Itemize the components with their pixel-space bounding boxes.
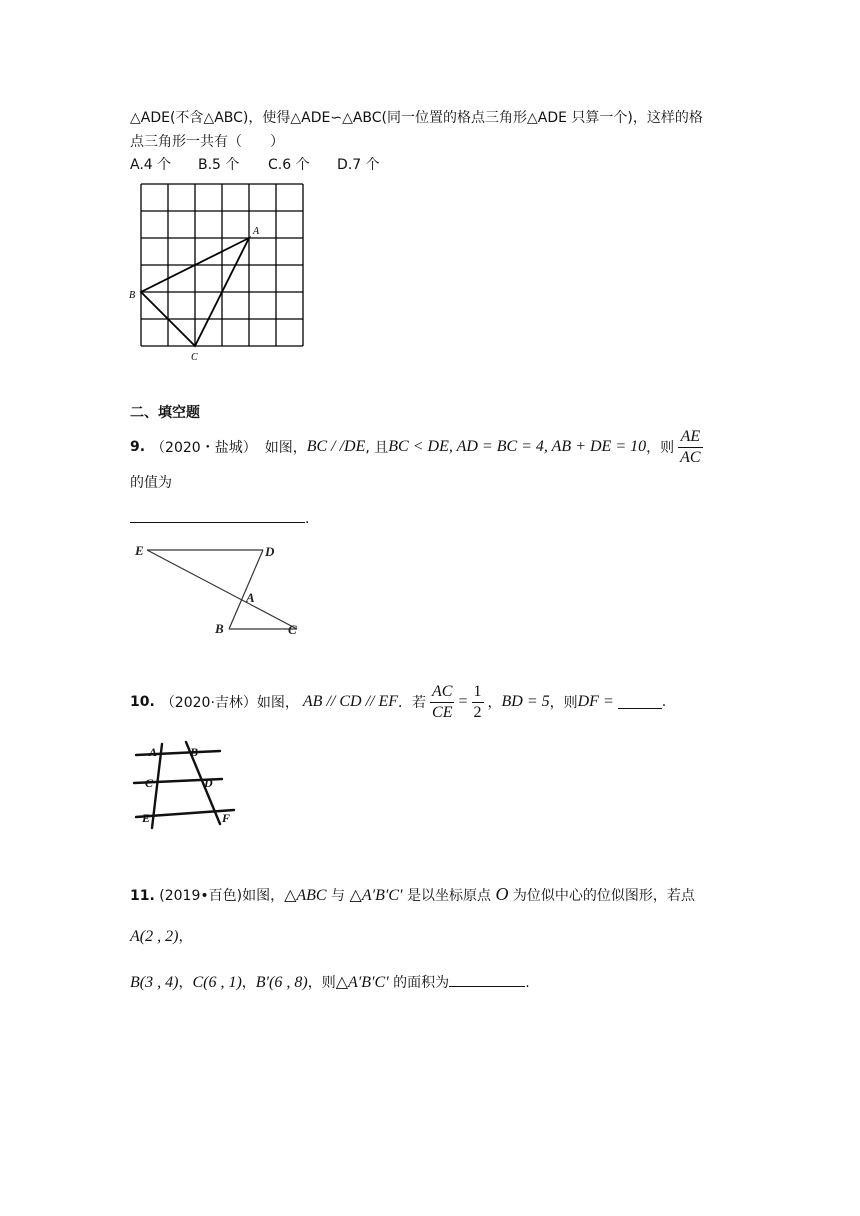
- label-c: C: [191, 352, 198, 363]
- fraction-numerator: AE: [680, 427, 701, 445]
- q11-math-o: O: [495, 884, 509, 904]
- q9-math-conditions: BC < DE, AD = BC = 4, AB + DE = 10: [388, 438, 647, 455]
- grid-lines: [141, 184, 303, 346]
- label-f: F: [222, 811, 231, 825]
- q10-source: （2020·吉林）: [160, 695, 257, 711]
- q8-option-c: C.6 个: [268, 157, 310, 173]
- label-c: C: [145, 776, 154, 790]
- answer-blank[interactable]: [618, 696, 662, 709]
- q8-grid-figure: [125, 175, 315, 370]
- fraction-denominator: CE: [432, 703, 453, 721]
- label-b: B: [190, 745, 199, 759]
- q11-point-a: A(2 , 2): [130, 928, 179, 945]
- label-a: A: [149, 745, 158, 759]
- q11-point-b-prime: B′(6 , 8): [255, 974, 308, 991]
- q11-text: 如图，: [242, 888, 285, 904]
- q9-source: （2020・盐城）: [151, 440, 257, 456]
- q9-math-parallel: BC / /DE: [306, 438, 366, 455]
- fraction-numerator: 1: [473, 682, 482, 700]
- q10-math-df: DF =: [577, 693, 614, 710]
- q10-line1: [130, 680, 666, 724]
- q11-text: ，则: [307, 975, 336, 991]
- q9-text: , 且: [365, 440, 389, 456]
- q11-number: 11.: [130, 888, 155, 904]
- q10-period: .: [661, 694, 667, 710]
- q10-math-parallel: AB // CD // EF: [302, 693, 399, 710]
- q11-math-abc: △ABC: [284, 887, 327, 904]
- q8-option-a: A.4 个: [130, 157, 172, 173]
- answer-blank[interactable]: [449, 974, 525, 987]
- q11-text: 与: [326, 888, 350, 904]
- q10-text: ，: [487, 695, 502, 711]
- q10-number: 10.: [130, 694, 155, 710]
- fraction-denominator: AC: [680, 448, 701, 466]
- q9-period: .: [305, 511, 310, 527]
- q11-source: (2019•百色): [159, 888, 243, 904]
- q11-comma: ，: [178, 929, 193, 945]
- q10-text: 如图，: [256, 695, 299, 711]
- q9-number: 9.: [130, 439, 146, 455]
- label-a: A: [246, 590, 255, 605]
- q10-equals: =: [458, 693, 468, 710]
- q11-period: .: [525, 975, 530, 991]
- label-e: E: [142, 811, 151, 825]
- q10-figure: [128, 738, 248, 833]
- label-d: D: [204, 776, 213, 790]
- q11-line2: [130, 926, 192, 946]
- q10-fraction: [430, 682, 454, 723]
- label-c: C: [288, 622, 297, 637]
- q11-comma: ，: [178, 975, 193, 991]
- q11-point-c: C(6 , 1): [192, 974, 242, 991]
- q8-option-b: B.5 个: [198, 157, 240, 173]
- q10-fraction-half: [472, 682, 484, 723]
- q10-math-bd: BD = 5: [501, 693, 550, 710]
- q11-comma: ，: [241, 975, 256, 991]
- q9-text: ，则: [646, 440, 675, 456]
- q9-fraction: [678, 427, 702, 468]
- q10-text: ．若: [398, 695, 427, 711]
- q9-line1: [130, 425, 707, 469]
- q8-line1: △ADE(不含△ABC)，使得△ADE∽△ABC(同一位置的格点三角形△ADE 只算一个)，这样的格: [130, 110, 703, 126]
- q11-point-b: B(3 , 4): [130, 974, 179, 991]
- label-b: B: [129, 290, 136, 301]
- q9-answer-line: [130, 509, 309, 527]
- q11-line1: [130, 884, 695, 905]
- q11-text: 的面积为: [388, 975, 450, 991]
- q11-math-abc-prime: △A′B′C′: [335, 974, 389, 991]
- q9-line2: 的值为: [130, 475, 172, 491]
- label-a: A: [253, 226, 260, 237]
- q9-figure: [125, 538, 315, 643]
- q8-line2: 点三角形一共有（ ）: [130, 134, 284, 150]
- fraction-denominator: 2: [473, 703, 482, 721]
- q10-text: ，则: [549, 695, 578, 711]
- section-title: 二、填空题: [130, 405, 200, 421]
- fraction-numerator: AC: [432, 682, 453, 700]
- label-b: B: [215, 621, 224, 636]
- label-d: D: [265, 544, 275, 559]
- q11-math-abc-prime: △A′B′C′: [349, 887, 403, 904]
- q11-text: 为位似中心的位似图形，若点: [508, 888, 695, 904]
- q8-option-d: D.7 个: [337, 157, 380, 173]
- q11-line3: [130, 972, 530, 992]
- answer-blank[interactable]: [130, 509, 305, 523]
- label-e: E: [135, 543, 144, 558]
- q11-text: 是以坐标原点: [402, 888, 496, 904]
- q9-text: 如图，: [264, 440, 307, 456]
